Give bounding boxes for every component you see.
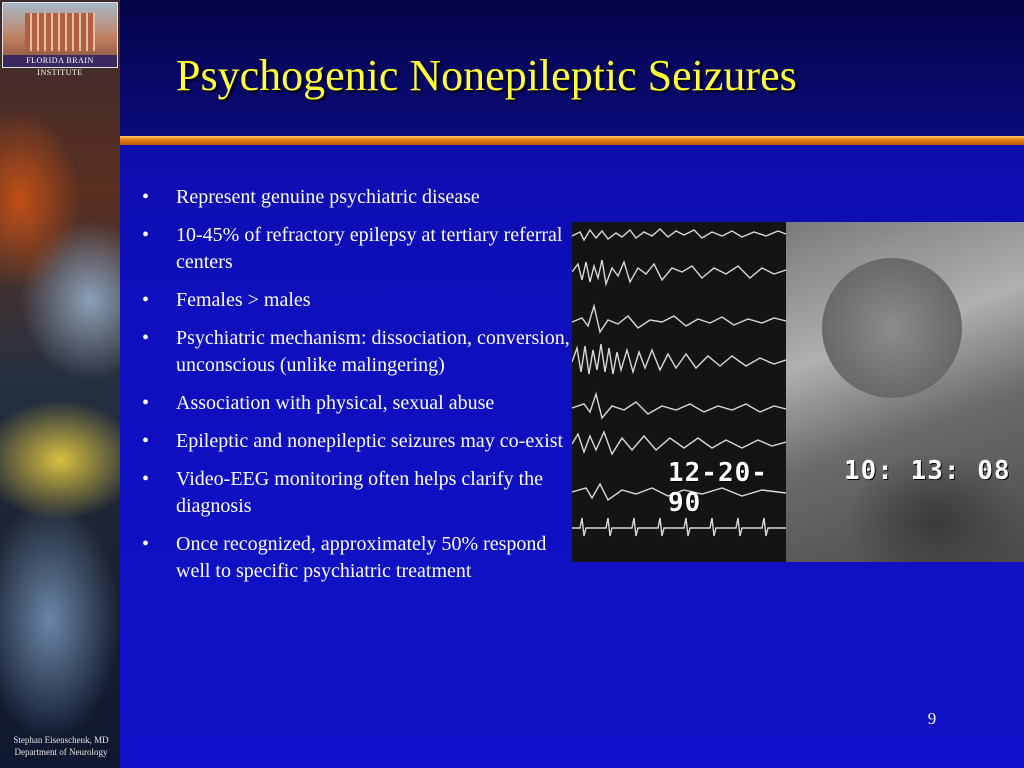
bullet-text: Psychiatric mechanism: dissociation, conversion, unconscious (unlike malingering): [176, 327, 570, 376]
bullet-text: Females > males: [176, 289, 311, 311]
bullet-text: Epileptic and nonepileptic seizures may co-exist: [176, 430, 564, 452]
bullet-text: Once recognized, approximately 50% respond well to specific psychiatric treatment: [176, 533, 547, 582]
credit-name: Stephan Eisenschenk, MD: [13, 735, 109, 745]
bullet-list: [142, 184, 574, 596]
face-blur-overlay: [822, 258, 962, 398]
bullet-text: Association with physical, sexual abuse: [176, 392, 495, 414]
bullet-item: [142, 184, 574, 211]
patient-video-frame: [786, 222, 1024, 562]
bullet-icon: •: [142, 327, 150, 349]
sidebar-artwork: [0, 0, 120, 768]
bullet-item: [142, 287, 574, 314]
bullet-text: Video-EEG monitoring often helps clarify the diagnosis: [176, 468, 544, 517]
bullet-icon: •: [142, 224, 150, 246]
bullet-icon: •: [142, 430, 150, 452]
video-time-readout: 10: 13: 08: [844, 456, 1011, 486]
bullet-text: Represent genuine psychiatric disease: [176, 186, 480, 208]
bullet-item: [142, 466, 574, 520]
author-credit: [4, 734, 118, 758]
bullet-icon: •: [142, 186, 150, 208]
page-number: 9: [927, 709, 937, 728]
institute-logo: [2, 2, 118, 77]
eeg-traces: [572, 222, 786, 562]
title-divider: [120, 136, 1024, 145]
bullet-icon: •: [142, 289, 150, 311]
bullet-item: [142, 325, 574, 379]
bullet-icon: •: [142, 392, 150, 414]
bullet-item: [142, 428, 574, 455]
bullet-text: 10-45% of refractory epilepsy at tertiary referral centers: [176, 224, 563, 273]
bullet-icon: •: [142, 533, 150, 555]
building-image: [25, 13, 95, 51]
bullet-item: [142, 531, 574, 585]
video-eeg-image: [572, 222, 1024, 562]
logo-caption: FLORIDA BRAIN INSTITUTE: [3, 55, 117, 67]
credit-department: Department of Neurology: [14, 747, 108, 757]
eeg-date-readout: 12-20-90: [668, 458, 768, 518]
bullet-icon: •: [142, 468, 150, 490]
slide-title: Psychogenic Nonepileptic Seizures: [176, 51, 797, 100]
bullet-item: [142, 390, 574, 417]
bullet-item: [142, 222, 574, 276]
